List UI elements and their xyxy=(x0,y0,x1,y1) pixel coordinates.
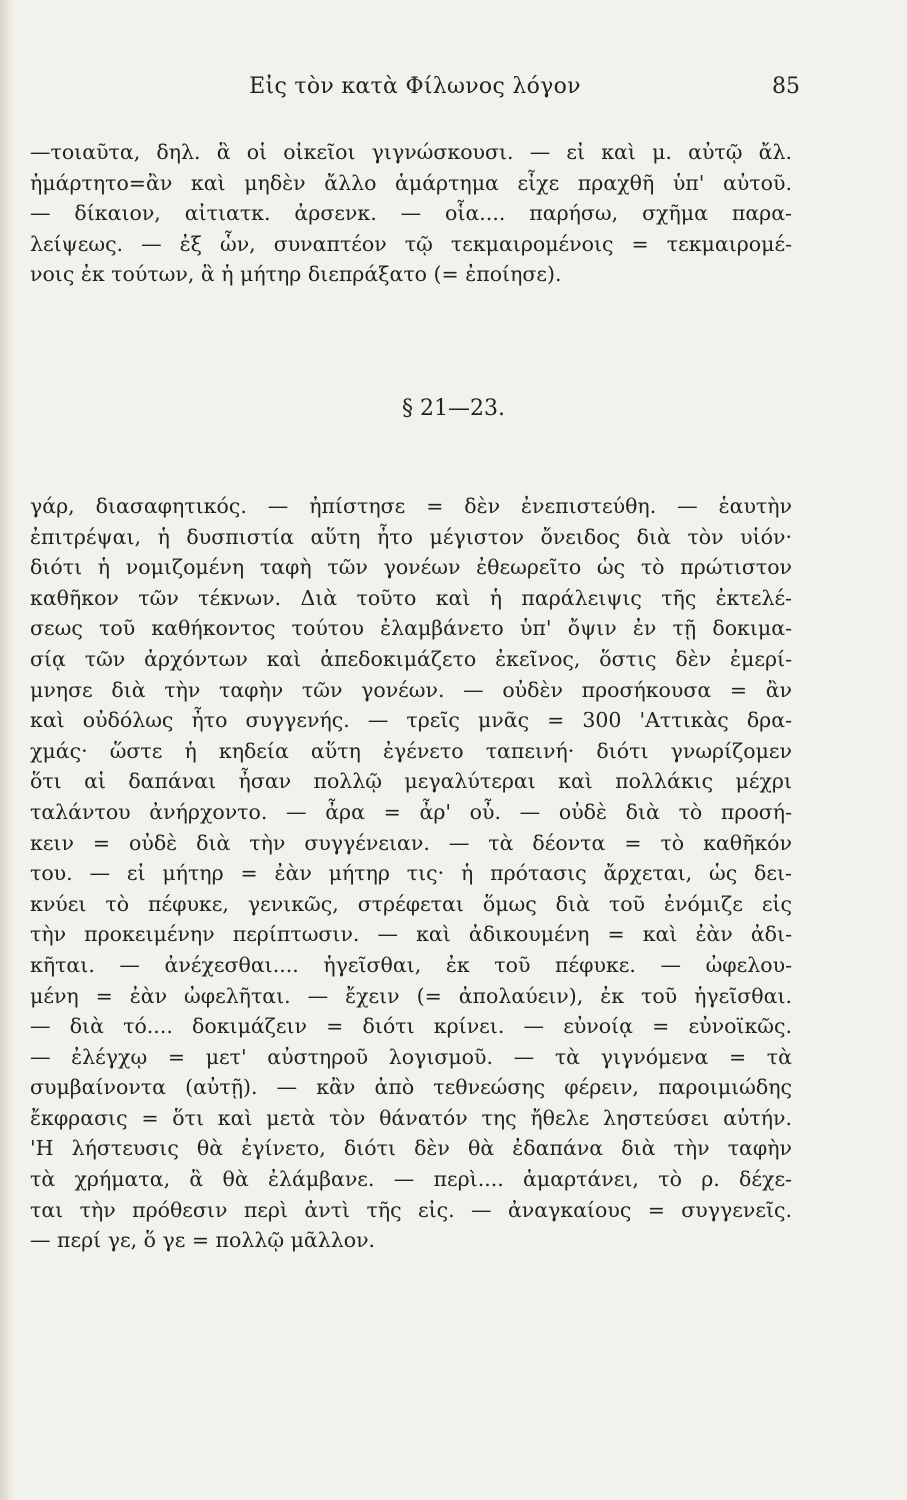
text-line: σίᾳ τῶν ἀρχόντων καὶ ἀπεδοκιμάζετο ἐκεῖνος, ὅστις δὲν ἐμερί- xyxy=(30,646,792,671)
text-line: —τοιαῦτα, δηλ. ἃ οἱ οἰκεῖοι γιγνώσκουσι. — εἰ καὶ μ. αὐτῷ ἄλ. xyxy=(30,140,792,164)
text-line: — ἐλέγχῳ = μετ' αὐστηροῦ λογισμοῦ. — τὰ γιγνόμενα = τὰ xyxy=(30,1044,792,1069)
text-line: ἐπιτρέψαι, ἡ δυσπιστία αὕτη ἦτο μέγιστον ὄνειδος διὰ τὸν υἱόν· xyxy=(30,524,792,549)
text-line: τὴν προκειμένην περίπτωσιν. — καὶ ἀδικουμένη = καὶ ἐὰν ἀδι- xyxy=(30,922,792,947)
text-line: — διὰ τό.... δοκιμάζειν = διότι κρίνει. — εὐνοίᾳ = εὐνοϊκῶς. xyxy=(30,1014,792,1039)
text-line: ὅτι αἱ δαπάναι ἦσαν πολλῷ μεγαλύτεραι καὶ πολλάκις μέχρι xyxy=(30,769,792,794)
section-heading: § 21—23. xyxy=(402,396,505,421)
text-line: ταλάντου ἀνήρχοντο. — ἆρα = ἆρ' οὖ. — οὐδὲ διὰ τὸ προσή- xyxy=(30,799,792,824)
text-line: — περί γε, ὅ γε = πολλῷ μᾶλλον. xyxy=(30,1228,376,1253)
text-line: λείψεως. — ἐξ ὧν, συναπτέον τῷ τεκμαιρομένοις = τεκμαιρομέ- xyxy=(30,231,792,256)
text-line: διότι ἡ νομιζομένη ταφὴ τῶν γονέων ἐθεωρεῖτο ὡς τὸ πρώτιστον xyxy=(30,555,792,580)
text-line: κειν = οὐδὲ διὰ τὴν συγγένειαν. — τὰ δέοντα = τὸ καθῆκόν xyxy=(30,830,792,855)
running-head xyxy=(30,74,800,108)
running-title: Εἰς τὸν κατὰ Φίλωνος λόγον xyxy=(249,74,581,99)
text-line: γάρ, διασαφητικός. — ἠπίστησε = δὲν ἐνεπιστεύθη. — ἑαυτὴν xyxy=(30,494,792,518)
text-line: συμβαίνοντα (αὐτῇ). — κἂν ἀπὸ τεθνεώσης φέρειν, παροιμιώδης xyxy=(30,1075,792,1100)
commentary-paragraph-top xyxy=(30,137,792,290)
text-line: καθῆκον τῶν τέκνων. Διὰ τοῦτο καὶ ἡ παράλειψις τῆς ἐκτελέ- xyxy=(30,585,792,610)
page-number: 85 xyxy=(772,74,800,99)
text-line: ται τὴν πρόθεσιν περὶ ἀντὶ τῆς εἰς. — ἀναγκαίους = συγγενεῖς. xyxy=(30,1197,792,1222)
text-line: ἡμάρτητο=ἂν καὶ μηδὲν ἄλλο ἁμάρτημα εἶχε πραχθῆ ὑπ' αὐτοῦ. xyxy=(30,170,792,195)
text-line: σεως τοῦ καθήκοντος τούτου ἐλαμβάνετο ὑπ' ὄψιν ἐν τῇ δοκιμα- xyxy=(30,616,792,641)
text-line: 'Η λήστευσις θὰ ἐγίνετο, διότι δὲν θὰ ἐδαπάνα διὰ τὴν ταφὴν xyxy=(30,1136,792,1161)
text-line: καὶ οὐδόλως ἦτο συγγενής. — τρεῖς μνᾶς = 300 'Αττικὰς δρα- xyxy=(30,708,792,733)
text-line: μένη = ἐὰν ὠφελῆται. — ἔχειν (= ἀπολαύειν), ἐκ τοῦ ἡγεῖσθαι. xyxy=(30,983,792,1008)
text-line: — δίκαιον, αἰτιατκ. ἀρσενκ. — οἷα.... παρήσω, σχῆμα παρα- xyxy=(30,201,792,226)
text-line: νοις ἐκ τούτων, ἃ ἡ μήτηρ διεπράξατο (= ἐποίησε). xyxy=(30,262,562,287)
text-line: χμάς· ὥστε ἡ κηδεία αὕτη ἐγένετο ταπεινή· διότι γνωρίζομεν xyxy=(30,738,792,763)
text-line: μνησε διὰ τὴν ταφὴν τῶν γονέων. — οὐδὲν προσήκουσα = ἂν xyxy=(30,677,792,702)
text-line: κνύει τὸ πέφυκε, γενικῶς, στρέφεται ὅμως διὰ τοῦ ἐνόμιζε εἰς xyxy=(30,891,792,916)
text-line: κῆται. — ἀνέχεσθαι.... ἡγεῖσθαι, ἐκ τοῦ πέφυκε. — ὠφελου- xyxy=(30,952,792,977)
text-line: ἔκφρασις = ὅτι καὶ μετὰ τὸν θάνατόν της ἤθελε ληστεύσει αὐτήν. xyxy=(30,1105,792,1130)
text-line: τὰ χρήματα, ἃ θὰ ἐλάμβανε. — περὶ.... ἁμαρτάνει, τὸ ρ. δέχε- xyxy=(30,1167,792,1192)
commentary-paragraph-main xyxy=(30,491,792,1256)
page-gutter-shadow xyxy=(0,0,14,1500)
text-line: του. — εἰ μήτηρ = ἐὰν μήτηρ τις· ἡ πρότασις ἄρχεται, ὡς δει- xyxy=(30,861,792,886)
